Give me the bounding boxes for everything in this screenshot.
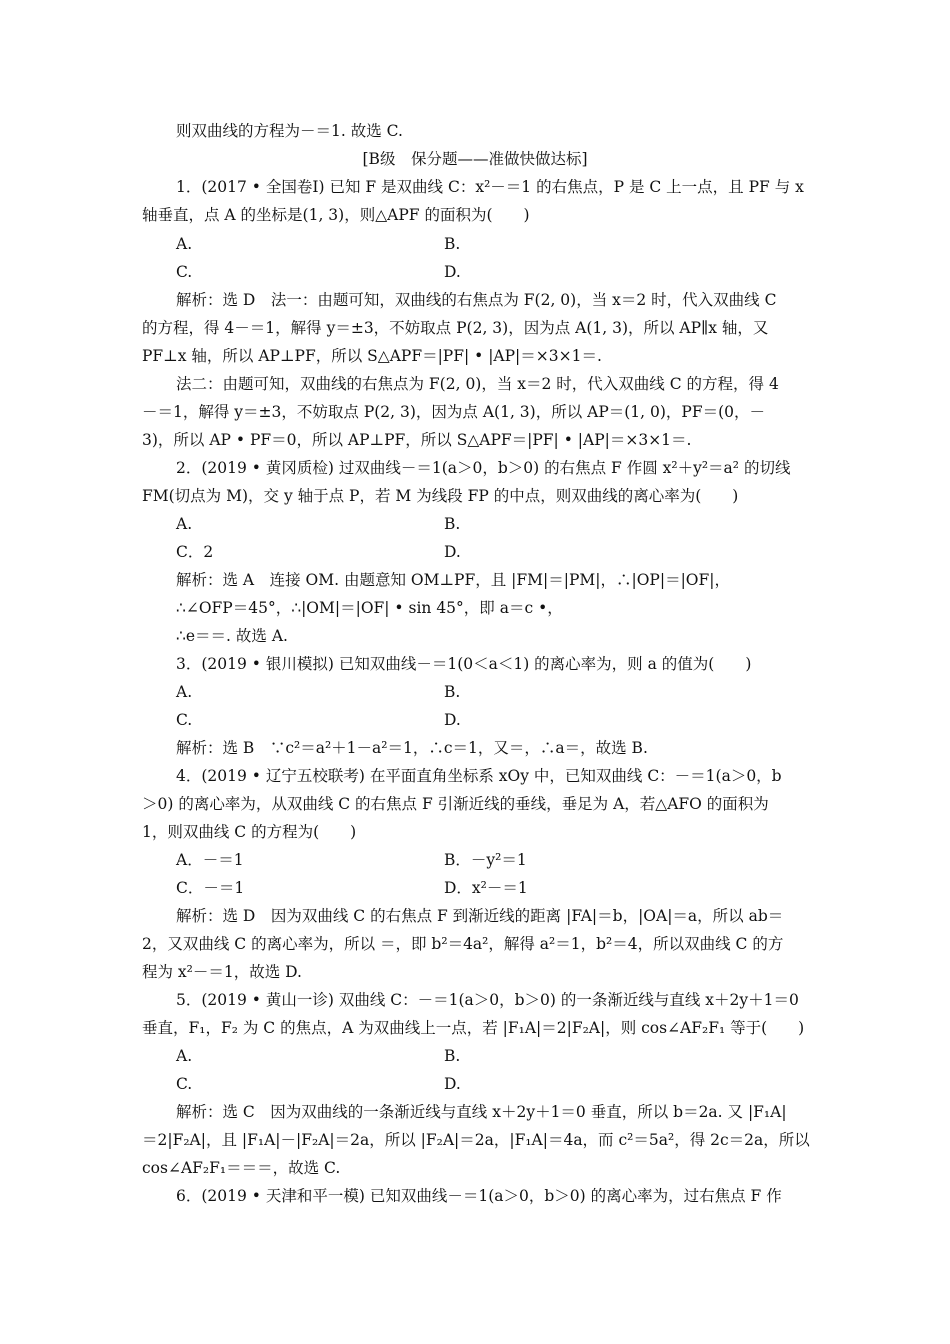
answer-conclusion-line: 则双曲线的方程为－＝1. 故选 C. [176,122,403,140]
question-1-option-d: D. [444,263,461,281]
section-heading: [B级 保分题——准做快做达标] [362,150,588,168]
solution-1-alt-line-2: －＝1，解得 y＝±3，不妨取点 P(2, 3)，因为点 A(1, 3)，所以 AP＝(1, 0)，PF＝(0，－ [142,403,766,421]
question-2-option-b: B. [444,515,461,533]
solution-1-line-3: PF⊥x 轴，所以 AP⊥PF，所以 S△APF＝|PF| • |AP|＝×3×1＝. [142,347,602,365]
question-4-option-b: B．－y²＝1 [444,851,527,869]
question-1-option-c: C. [176,263,193,281]
solution-2-line-2: ∴∠OFP＝45°，∴|OM|＝|OF| • sin 45°，即 a＝c •， [176,599,563,617]
question-2-line-1: 2．(2019 • 黄冈质检) 过双曲线－＝1(a＞0，b＞0) 的右焦点 F 作圆 x²＋y²＝a² 的切线 [176,459,791,477]
question-2-option-c: C．2 [176,543,214,561]
solution-1-line-1: 解析：选 D 法一：由题可知，双曲线的右焦点为 F(2, 0)，当 x＝2 时，代入双曲线 C [176,291,777,309]
question-5-option-d: D. [444,1075,461,1093]
question-3-option-c: C. [176,711,193,729]
question-4-line-1: 4．(2019 • 辽宁五校联考) 在平面直角坐标系 xOy 中，已知双曲线 C：－＝1(a＞0，b [176,767,782,785]
question-3-option-a: A. [176,683,193,701]
question-4-option-a: A．－＝1 [176,851,244,869]
question-2-line-2: FM(切点为 M)，交 y 轴于点 P，若 M 为线段 FP 的中点，则双曲线的离心率为( ) [142,487,739,505]
question-1-line-2: 轴垂直，点 A 的坐标是(1, 3)，则△APF 的面积为( ) [142,206,530,224]
solution-4-line-2: 2，又双曲线 C 的离心率为，所以 ＝，即 b²＝4a²，解得 a²＝1，b²＝4，所以双曲线 C 的方 [142,935,784,953]
question-4-option-c: C．－＝1 [176,879,245,897]
question-4-line-3: 1，则双曲线 C 的方程为( ) [142,823,357,841]
question-5-line-1: 5．(2019 • 黄山一诊) 双曲线 C：－＝1(a＞0，b＞0) 的一条渐近线与直线 x＋2y＋1＝0 [176,991,799,1009]
solution-5-line-1: 解析：选 C 因为双曲线的一条渐近线与直线 x＋2y＋1＝0 垂直，所以 b＝2a. 又 |F₁A| [176,1103,787,1121]
question-3-option-b: B. [444,683,461,701]
question-1-line-1: 1．(2017 • 全国卷Ⅰ) 已知 F 是双曲线 C：x²－＝1 的右焦点，P 是 C 上一点，且 PF 与 x [176,178,804,196]
solution-1-alt-line-1: 法二：由题可知，双曲线的右焦点为 F(2, 0)，当 x＝2 时，代入双曲线 C 的方程，得 4 [176,375,779,393]
solution-5-line-2: ＝2|F₂A|，且 |F₁A|－|F₂A|＝2a，所以 |F₂A|＝2a，|F₁A|＝4a，而 c²＝5a²，得 2c＝2a，所以 [142,1131,810,1149]
question-1-option-a: A. [176,235,193,253]
question-4-option-d: D．x²－＝1 [444,879,528,897]
question-4-line-2: ＞0) 的离心率为，从双曲线 C 的右焦点 F 引渐近线的垂线，垂足为 A，若△AFO 的面积为 [142,795,769,813]
solution-4-line-3: 程为 x²－＝1，故选 D. [142,963,302,981]
solution-2-line-3: ∴e＝＝. 故选 A. [176,627,288,645]
question-2-option-a: A. [176,515,193,533]
question-5-option-c: C. [176,1075,193,1093]
question-5-option-b: B. [444,1047,461,1065]
question-3-line-1: 3．(2019 • 银川模拟) 已知双曲线－＝1(0＜a＜1) 的离心率为，则 a 的值为( ) [176,655,752,673]
solution-4-line-1: 解析：选 D 因为双曲线 C 的右焦点 F 到渐近线的距离 |FA|＝b，|OA|＝a，所以 ab＝ [176,907,784,925]
solution-3-line-1: 解析：选 B ∵c²＝a²＋1－a²＝1，∴c＝1，又＝，∴a＝，故选 B. [176,739,648,757]
question-5-option-a: A. [176,1047,193,1065]
solution-1-alt-line-3: 3)，所以 AP • PF＝0，所以 AP⊥PF，所以 S△APF＝|PF| • |AP|＝×3×1＝. [142,431,692,449]
question-6-line-1: 6．(2019 • 天津和平一模) 已知双曲线－＝1(a＞0，b＞0) 的离心率为，过右焦点 F 作 [176,1187,782,1205]
solution-2-line-1: 解析：选 A 连接 OM. 由题意知 OM⊥PF，且 |FM|＝|PM|，∴|OP|＝|OF|， [176,571,730,589]
question-2-option-d: D. [444,543,461,561]
question-5-line-2: 垂直，F₁，F₂ 为 C 的焦点，A 为双曲线上一点，若 |F₁A|＝2|F₂A|，则 cos∠AF₂F₁ 等于( ) [142,1019,805,1037]
question-3-option-d: D. [444,711,461,729]
solution-5-line-3: cos∠AF₂F₁＝＝＝，故选 C. [142,1159,341,1177]
solution-1-line-2: 的方程，得 4－＝1，解得 y＝±3，不妨取点 P(2, 3)，因为点 A(1, 3)，所以 AP∥x 轴，又 [142,319,769,337]
question-1-option-b: B. [444,235,461,253]
